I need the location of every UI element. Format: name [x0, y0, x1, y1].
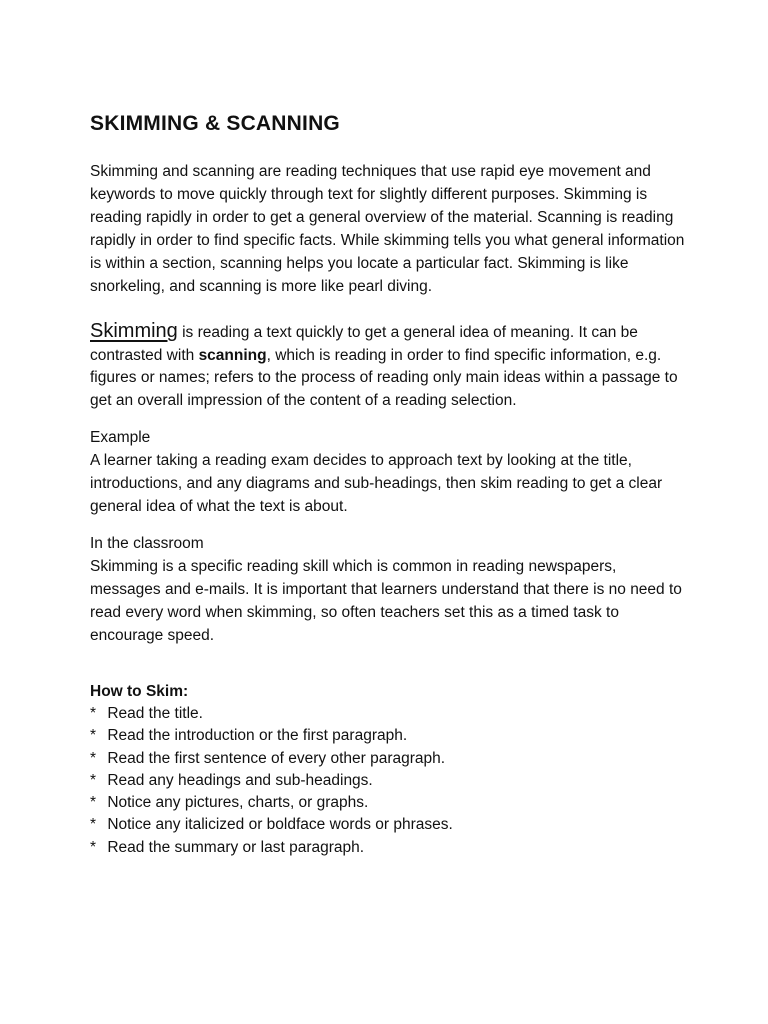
intro-paragraph: Skimming and scanning are reading techniques that use rapid eye movement and keywords to move quickly through text for slightly different purposes. Skimming is reading rapidly in order to get a general overview of the material. Scanning is reading rapidly in order to find specific facts. While skimming tells you what general information is within a section, scanning helps you locate a particular fact. Skimming is like snorkeling, and scanning is more like pearl diving. [90, 163, 685, 295]
how-to-skim-section [90, 681, 690, 859]
list-item-text: Read any headings and sub-headings. [107, 771, 373, 789]
list-item-text: Notice any italicized or boldface words or phrases. [107, 816, 453, 834]
bullet-star: * [90, 838, 97, 856]
list-item [90, 792, 690, 814]
classroom-heading: In the classroom [90, 535, 204, 552]
list-item [90, 770, 690, 792]
list-item-text: Read the title. [107, 705, 203, 722]
definition-text-part1: is reading a text quickly to get a general idea of meaning. It can be contrasted with [90, 324, 638, 364]
bullet-star: * [90, 816, 97, 834]
example-heading: Example [90, 429, 151, 446]
list-item-text: Read the introduction or the first paragraph. [107, 727, 408, 745]
list-item-text: Read the first sentence of every other paragraph. [107, 749, 446, 767]
bullet-star: * [90, 794, 97, 812]
bullet-star: * [90, 749, 97, 767]
definition-text-part2: , which is reading in order to find specific information, e.g. figures or names; refers to the process of reading only main ideas within a passage to get an overall impression of the content of a reading selection. [90, 346, 678, 409]
definition-paragraph [90, 320, 690, 412]
list-item [90, 814, 690, 836]
definition-lead-word: Skimming [90, 320, 178, 342]
how-to-skim-list [90, 703, 690, 859]
list-item-text: Notice any pictures, charts, or graphs. [107, 794, 369, 812]
classroom-text: Skimming is a specific reading skill which is common in reading newspapers, messages and e-mails. It is important that learners understand that there is no need to read every word when skimming, so often teachers set this as a timed task to encourage speed. [90, 558, 682, 644]
list-item [90, 725, 690, 747]
bullet-star: * [90, 705, 97, 722]
list-item [90, 703, 690, 725]
bullet-star: * [90, 727, 97, 745]
classroom-section [90, 532, 690, 647]
example-section [90, 426, 690, 518]
definition-bold-word: scanning [198, 346, 267, 364]
how-to-skim-heading: How to Skim: [90, 683, 189, 700]
example-text: A learner taking a reading exam decides to approach text by looking at the title, introductions, and any diagrams and sub-headings, then skim reading to get a clear general idea of what the text is about. [90, 452, 663, 515]
list-item [90, 748, 690, 770]
bullet-star: * [90, 771, 97, 789]
document-page [90, 110, 690, 859]
list-item [90, 837, 690, 859]
list-item-text: Read the summary or last paragraph. [107, 838, 365, 856]
page-title: SKIMMING & SCANNING [90, 112, 340, 135]
